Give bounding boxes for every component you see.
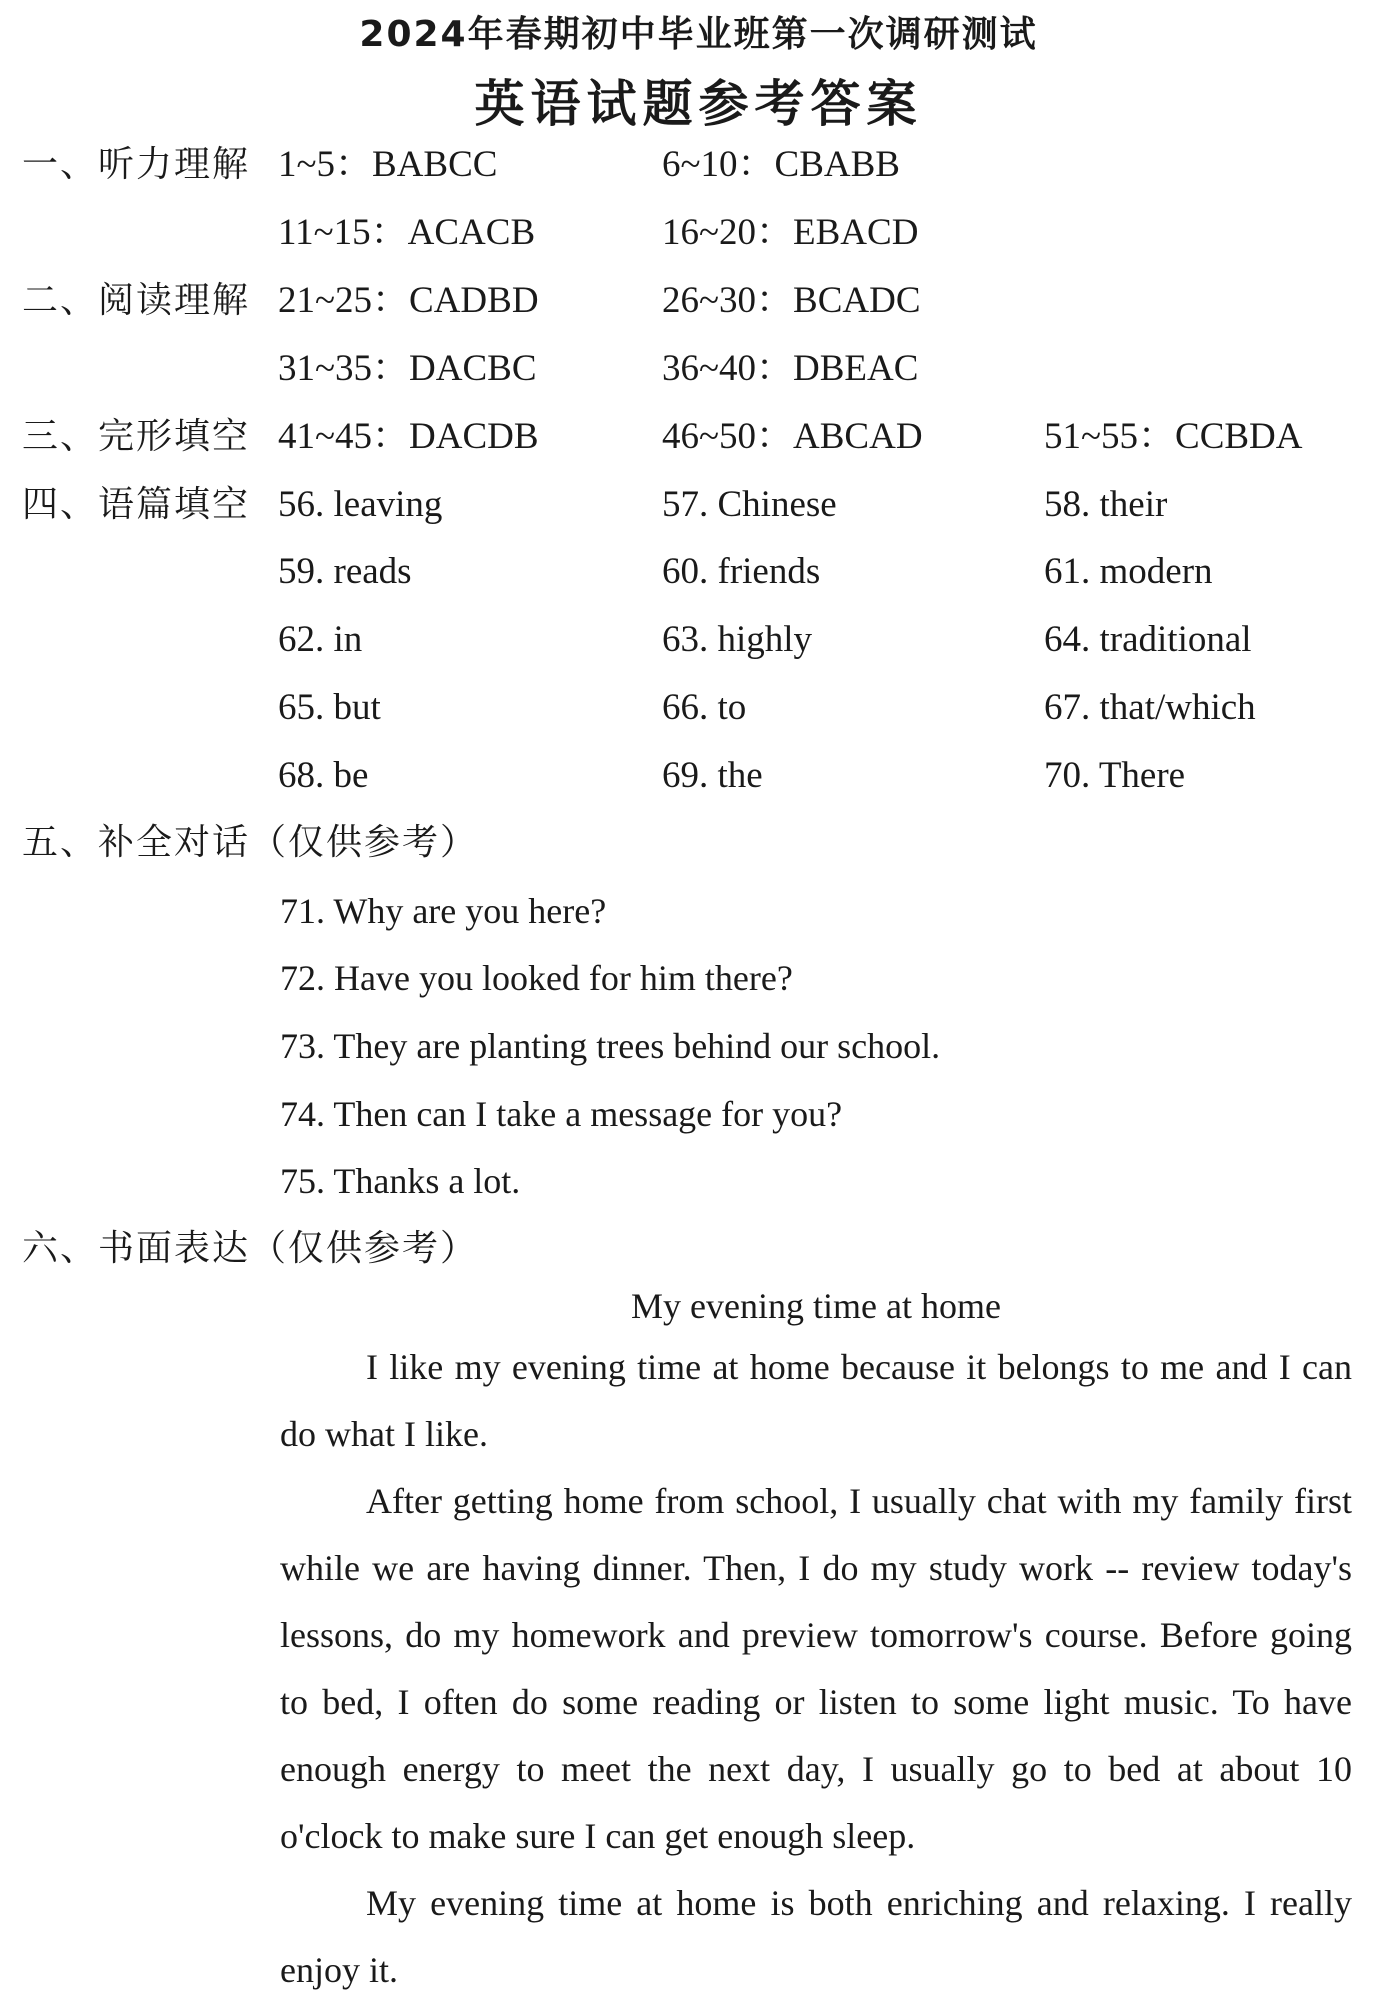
essay-paragraph: After getting home from school, I usually chat with my family first while we are having dinner. Then, I do my study work -- review today's lessons, do my homework and preview tomorrow's course. Before going to bed, I often do some reading or listen to some light music. To have enough energy to meet the next day, I usually go to bed at about 10 o'clock to make sure I can get enough sleep. bbox=[280, 1481, 1352, 1856]
essay-paragraph: My evening time at home is both enriching and relaxing. I really enjoy it. bbox=[280, 1883, 1352, 1990]
answer-group: 11~15：ACACB bbox=[278, 212, 536, 253]
fill-answer: 58. their bbox=[1044, 484, 1168, 525]
answer-group: 16~20：EBACD bbox=[662, 212, 919, 253]
answer-group: 51~55：CCBDA bbox=[1044, 416, 1303, 457]
fill-answer: 61. modern bbox=[1044, 551, 1213, 592]
answer-group: 1~5：BABCC bbox=[278, 144, 498, 185]
sample-essay bbox=[280, 1334, 1352, 2004]
section-label-writing: 六、书面表达（仅供参考） bbox=[22, 1228, 479, 1269]
fill-answer: 69. the bbox=[662, 755, 763, 796]
answer-group: 26~30：BCADC bbox=[662, 280, 921, 321]
section-label-reading: 二、阅读理解 bbox=[22, 280, 251, 321]
exam-subtitle: 2024年春期初中毕业班第一次调研测试 bbox=[359, 14, 1038, 55]
answer-group: 6~10：CBABB bbox=[662, 144, 900, 185]
dialogue-answer: 74. Then can I take a message for you? bbox=[280, 1094, 843, 1134]
fill-answer: 57. Chinese bbox=[662, 484, 837, 525]
fill-answer: 59. reads bbox=[278, 551, 412, 592]
dialogue-answer: 71. Why are you here? bbox=[280, 891, 607, 931]
section-label-listening: 一、听力理解 bbox=[22, 144, 251, 185]
answer-group: 36~40：DBEAC bbox=[662, 348, 919, 389]
answer-group: 21~25：CADBD bbox=[278, 280, 539, 321]
dialogue-answer: 72. Have you looked for him there? bbox=[280, 958, 793, 998]
fill-answer: 64. traditional bbox=[1044, 619, 1252, 660]
fill-answer: 56. leaving bbox=[278, 484, 443, 525]
section-label-passage-fill: 四、语篇填空 bbox=[22, 484, 251, 525]
essay-paragraph: I like my evening time at home because it belongs to me and I can do what I like. bbox=[280, 1347, 1352, 1454]
fill-answer: 60. friends bbox=[662, 551, 821, 592]
fill-answer: 63. highly bbox=[662, 619, 813, 660]
answer-group: 46~50：ABCAD bbox=[662, 416, 923, 457]
section-label-cloze: 三、完形填空 bbox=[22, 416, 251, 457]
answer-group: 31~35：DACBC bbox=[278, 348, 537, 389]
fill-answer: 67. that/which bbox=[1044, 687, 1256, 728]
fill-answer: 65. but bbox=[278, 687, 381, 728]
page-title: 英语试题参考答案 bbox=[474, 75, 923, 133]
fill-answer: 68. be bbox=[278, 755, 369, 796]
section-label-dialogue: 五、补全对话（仅供参考） bbox=[22, 822, 479, 863]
fill-answer: 62. in bbox=[278, 619, 363, 660]
fill-answer: 66. to bbox=[662, 687, 747, 728]
dialogue-answer: 75. Thanks a lot. bbox=[280, 1161, 521, 1201]
answer-group: 41~45：DACDB bbox=[278, 416, 539, 457]
essay-title: My evening time at home bbox=[631, 1286, 1001, 1326]
fill-answer: 70. There bbox=[1044, 755, 1186, 796]
dialogue-answer: 73. They are planting trees behind our school. bbox=[280, 1026, 941, 1066]
